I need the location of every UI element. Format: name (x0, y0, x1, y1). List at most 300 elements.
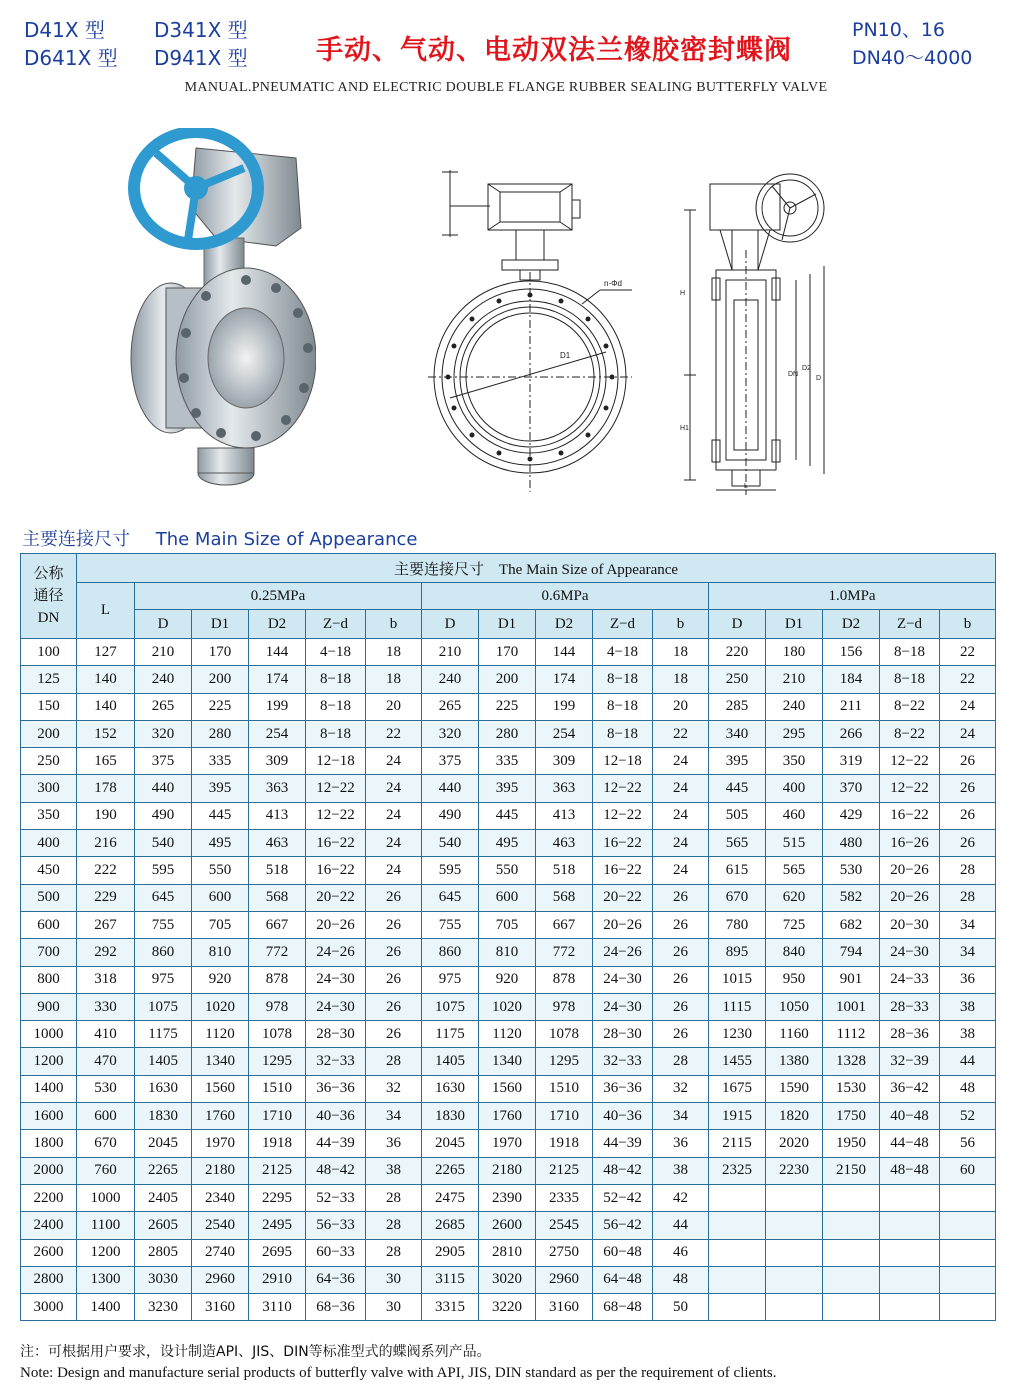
table-row (21, 720, 996, 747)
table-cell: 20−26 (593, 911, 653, 938)
dn-header-line: 公称 (33, 566, 64, 582)
table-cell: 34 (366, 1103, 422, 1130)
table-cell: 26 (940, 802, 996, 829)
table-cell: 16−22 (306, 830, 366, 857)
table-cell: 2150 (823, 1157, 880, 1184)
table-cell: 395 (479, 775, 536, 802)
table-cell: 2180 (479, 1157, 536, 1184)
sub-column-header: b (940, 610, 996, 639)
table-cell: 229 (77, 884, 135, 911)
table-cell: 375 (135, 748, 192, 775)
table-cell: 413 (249, 802, 306, 829)
table-cell: 1230 (709, 1021, 766, 1048)
table-cell: 24−26 (306, 939, 366, 966)
table-cell: 505 (709, 802, 766, 829)
table-cell: 3315 (422, 1294, 479, 1321)
table-row (21, 1184, 996, 1211)
size-table (20, 553, 996, 1321)
table-cell: 36 (366, 1130, 422, 1157)
diameter-range: DN40～4000 (852, 47, 973, 69)
table-cell: 60 (940, 1157, 996, 1184)
table-cell: 772 (249, 939, 306, 966)
table-cell: 1000 (77, 1184, 135, 1211)
dn-cell: 250 (21, 748, 77, 775)
table-cell: 1400 (77, 1294, 135, 1321)
table-cell: 250 (709, 666, 766, 693)
table-cell: 2695 (249, 1239, 306, 1266)
table-row (21, 748, 996, 775)
dn-cell: 700 (21, 939, 77, 966)
table-cell: 2125 (536, 1157, 593, 1184)
table-cell: 2540 (192, 1212, 249, 1239)
table-cell: 56 (940, 1130, 996, 1157)
table-row (21, 666, 996, 693)
table-cell: 44−48 (880, 1130, 940, 1157)
table-cell: 24 (366, 802, 422, 829)
table-cell: 1950 (823, 1130, 880, 1157)
pressure-group-header: 1.0MPa (709, 583, 996, 610)
table-row (21, 939, 996, 966)
table-cell: 12−22 (880, 748, 940, 775)
table-cell: 440 (422, 775, 479, 802)
table-cell: 1560 (192, 1075, 249, 1102)
table-cell: 28 (366, 1184, 422, 1211)
table-cell: 28−30 (306, 1021, 366, 1048)
table-cell: 1078 (536, 1021, 593, 1048)
table-cell: 1560 (479, 1075, 536, 1102)
table-cell: 3230 (135, 1294, 192, 1321)
table-cell: 60−33 (306, 1239, 366, 1266)
table-cell: 568 (536, 884, 593, 911)
table-cell: 335 (479, 748, 536, 775)
page-subtitle: MANUAL.PNEUMATIC AND ELECTRIC DOUBLE FLANGE RUBBER SEALING BUTTERFLY VALVE (184, 80, 828, 95)
table-cell: 2960 (536, 1266, 593, 1293)
table-cell: 20 (366, 693, 422, 720)
sub-column-header: D2 (536, 610, 593, 639)
label-l: L (744, 483, 748, 490)
table-row (21, 1212, 996, 1239)
sub-column-header: D2 (249, 610, 306, 639)
table-cell: 24 (653, 857, 709, 884)
table-cell: 280 (192, 720, 249, 747)
table-cell: 4−18 (593, 639, 653, 666)
dn-cell: 450 (21, 857, 77, 884)
table-cell: 140 (77, 666, 135, 693)
table-cell: 144 (536, 639, 593, 666)
table-row (21, 1103, 996, 1130)
table-cell: 860 (135, 939, 192, 966)
table-cell: 8−22 (880, 720, 940, 747)
table-cell: 28−36 (880, 1021, 940, 1048)
table-cell: 1200 (77, 1239, 135, 1266)
table-cell: 68−48 (593, 1294, 653, 1321)
table-cell: 64−36 (306, 1266, 366, 1293)
dn-cell: 2000 (21, 1157, 77, 1184)
table-cell: 470 (77, 1048, 135, 1075)
table-cell: 24 (653, 748, 709, 775)
table-cell: 2045 (422, 1130, 479, 1157)
dn-cell: 1200 (21, 1048, 77, 1075)
table-cell: 565 (766, 857, 823, 884)
table-cell: 600 (77, 1103, 135, 1130)
table-cell: 48 (653, 1266, 709, 1293)
table-cell: 615 (709, 857, 766, 884)
table-cell: 280 (479, 720, 536, 747)
table-cell: 12−22 (593, 802, 653, 829)
table-cell: 32−33 (593, 1048, 653, 1075)
table-cell: 12−18 (306, 748, 366, 775)
footnote (20, 1342, 776, 1384)
table-cell: 26 (940, 748, 996, 775)
table-cell: 568 (249, 884, 306, 911)
dn-cell: 1400 (21, 1075, 77, 1102)
table-cell: 210 (135, 639, 192, 666)
table-cell: 265 (422, 693, 479, 720)
table-cell: 1760 (479, 1103, 536, 1130)
table-cell (940, 1294, 996, 1321)
table-cell: 8−18 (306, 693, 366, 720)
table-cell: 445 (709, 775, 766, 802)
table-cell: 28 (653, 1048, 709, 1075)
table-cell (940, 1184, 996, 1211)
table-cell: 2740 (192, 1239, 249, 1266)
table-cell: 565 (709, 830, 766, 857)
table-cell: 16−26 (880, 830, 940, 857)
table-cell: 26 (940, 775, 996, 802)
table-cell: 2335 (536, 1184, 593, 1211)
table-cell (823, 1294, 880, 1321)
sub-column-header: D1 (766, 610, 823, 639)
table-cell: 36 (940, 966, 996, 993)
spec-block (852, 16, 972, 72)
table-cell: 595 (422, 857, 479, 884)
table-cell: 2905 (422, 1239, 479, 1266)
table-cell: 2605 (135, 1212, 192, 1239)
table-cell: 395 (192, 775, 249, 802)
dn-header (21, 554, 77, 639)
table-cell: 978 (249, 993, 306, 1020)
table-cell: 309 (536, 748, 593, 775)
table-cell: 670 (709, 884, 766, 911)
table-cell: 518 (536, 857, 593, 884)
table-cell: 1455 (709, 1048, 766, 1075)
dn-cell: 1000 (21, 1021, 77, 1048)
dn-cell: 500 (21, 884, 77, 911)
table-cell: 340 (709, 720, 766, 747)
table-cell: 413 (536, 802, 593, 829)
table-cell: 26 (653, 911, 709, 938)
table-cell: 3030 (135, 1266, 192, 1293)
table-cell: 600 (192, 884, 249, 911)
table-cell: 34 (940, 911, 996, 938)
table-cell: 292 (77, 939, 135, 966)
table-cell: 810 (192, 939, 249, 966)
table-cell: 20−26 (880, 884, 940, 911)
table-cell: 1675 (709, 1075, 766, 1102)
table-cell: 2805 (135, 1239, 192, 1266)
table-cell: 1830 (422, 1103, 479, 1130)
table-row (21, 993, 996, 1020)
table-cell: 26 (366, 884, 422, 911)
table-cell: 38 (940, 1021, 996, 1048)
table-cell: 18 (653, 666, 709, 693)
table-cell: 24−30 (593, 966, 653, 993)
table-cell: 24−30 (306, 993, 366, 1020)
table-cell: 211 (823, 693, 880, 720)
table-cell: 144 (249, 639, 306, 666)
footnote-en: Note: Design and manufacture serial products of butterfly valve with API, JIS, DIN standard as per the requirement of clients. (20, 1365, 777, 1381)
table-caption: 主要连接尺寸 The Main Size of Appearance (77, 554, 996, 583)
table-cell: 320 (135, 720, 192, 747)
table-cell: 645 (422, 884, 479, 911)
table-cell: 8−22 (880, 693, 940, 720)
table-cell: 1175 (422, 1021, 479, 1048)
table-cell: 24 (366, 857, 422, 884)
table-cell: 540 (135, 830, 192, 857)
table-cell: 350 (766, 748, 823, 775)
table-cell: 495 (479, 830, 536, 857)
table-cell: 12−22 (593, 775, 653, 802)
table-cell: 2910 (249, 1266, 306, 1293)
table-cell (766, 1184, 823, 1211)
table-cell: 490 (135, 802, 192, 829)
table-cell: 18 (366, 666, 422, 693)
table-cell (823, 1184, 880, 1211)
table-cell: 860 (422, 939, 479, 966)
table-cell: 3020 (479, 1266, 536, 1293)
table-cell: 254 (249, 720, 306, 747)
sub-column-header: D (709, 610, 766, 639)
table-cell: 200 (479, 666, 536, 693)
table-cell: 24 (653, 802, 709, 829)
table-cell: 895 (709, 939, 766, 966)
table-cell: 375 (422, 748, 479, 775)
table-cell: 26 (366, 1021, 422, 1048)
table-cell: 36−36 (593, 1075, 653, 1102)
table-cell: 463 (249, 830, 306, 857)
table-cell: 1120 (192, 1021, 249, 1048)
table-cell: 26 (366, 939, 422, 966)
table-cell (823, 1266, 880, 1293)
table-cell: 36−42 (880, 1075, 940, 1102)
table-cell: 34 (940, 939, 996, 966)
table-cell: 180 (766, 639, 823, 666)
table-cell: 24−30 (880, 939, 940, 966)
table-cell: 1630 (422, 1075, 479, 1102)
table-cell: 3110 (249, 1294, 306, 1321)
table-cell: 2180 (192, 1157, 249, 1184)
table-header-row (21, 610, 996, 639)
table-cell: 28 (366, 1212, 422, 1239)
table-cell: 772 (536, 939, 593, 966)
table-cell: 24−26 (593, 939, 653, 966)
table-cell: 460 (766, 802, 823, 829)
table-cell: 1295 (249, 1048, 306, 1075)
table-cell: 8−18 (593, 720, 653, 747)
table-cell: 550 (479, 857, 536, 884)
valve-photo (126, 128, 316, 498)
table-row (21, 1266, 996, 1293)
dn-cell: 125 (21, 666, 77, 693)
table-header-row (21, 554, 996, 583)
pressure-group-header: 0.25MPa (135, 583, 422, 610)
table-cell: 1830 (135, 1103, 192, 1130)
dn-cell: 600 (21, 911, 77, 938)
table-cell: 28 (366, 1048, 422, 1075)
page-title: 手动、气动、电动双法兰橡胶密封蝶阀 (316, 35, 792, 66)
sub-column-header: b (653, 610, 709, 639)
table-cell: 22 (653, 720, 709, 747)
table-cell: 44−39 (593, 1130, 653, 1157)
pressure-rating: PN10、16 (852, 19, 946, 41)
sub-column-header: b (366, 610, 422, 639)
table-cell: 755 (422, 911, 479, 938)
table-cell: 174 (249, 666, 306, 693)
table-cell: 42 (653, 1184, 709, 1211)
table-cell: 2685 (422, 1212, 479, 1239)
table-cell: 620 (766, 884, 823, 911)
table-cell: 26 (366, 993, 422, 1020)
table-cell: 975 (422, 966, 479, 993)
table-cell: 52−42 (593, 1184, 653, 1211)
table-body (21, 639, 996, 1321)
table-cell (880, 1266, 940, 1293)
table-cell: 1630 (135, 1075, 192, 1102)
table-cell: 40−36 (306, 1103, 366, 1130)
table-cell: 1918 (536, 1130, 593, 1157)
table-cell: 1001 (823, 993, 880, 1020)
table-cell: 36−36 (306, 1075, 366, 1102)
table-cell: 2390 (479, 1184, 536, 1211)
sub-column-header: D (135, 610, 192, 639)
table-cell: 705 (192, 911, 249, 938)
table-cell: 582 (823, 884, 880, 911)
table-cell: 595 (135, 857, 192, 884)
table-cell: 48−42 (306, 1157, 366, 1184)
dn-cell: 800 (21, 966, 77, 993)
table-cell: 20−22 (306, 884, 366, 911)
table-cell: 1050 (766, 993, 823, 1020)
dn-header-line: 通径 (33, 588, 64, 604)
model-d41x: D41X 型 (24, 18, 105, 42)
table-cell: 254 (536, 720, 593, 747)
table-cell: 174 (536, 666, 593, 693)
table-cell: 2405 (135, 1184, 192, 1211)
table-cell: 810 (479, 939, 536, 966)
table-cell: 600 (479, 884, 536, 911)
table-row (21, 775, 996, 802)
table-cell: 725 (766, 911, 823, 938)
table-cell: 152 (77, 720, 135, 747)
table-cell: 26 (653, 939, 709, 966)
table-cell: 40−48 (880, 1103, 940, 1130)
table-cell: 26 (366, 966, 422, 993)
table-cell: 1590 (766, 1075, 823, 1102)
table-cell: 429 (823, 802, 880, 829)
table-cell: 1530 (823, 1075, 880, 1102)
table-cell: 28 (940, 857, 996, 884)
table-cell: 463 (536, 830, 593, 857)
table-cell: 24 (653, 775, 709, 802)
side-view-drawing (660, 170, 860, 500)
table-cell (709, 1266, 766, 1293)
table-cell: 2340 (192, 1184, 249, 1211)
table-cell: 156 (823, 639, 880, 666)
sub-column-header: Z−d (306, 610, 366, 639)
table-cell: 50 (653, 1294, 709, 1321)
table-cell: 20−26 (880, 857, 940, 884)
table-cell: 38 (940, 993, 996, 1020)
table-cell: 20−22 (593, 884, 653, 911)
table-cell: 518 (249, 857, 306, 884)
dn-cell: 2800 (21, 1266, 77, 1293)
table-cell: 840 (766, 939, 823, 966)
table-cell: 309 (249, 748, 306, 775)
table-row (21, 639, 996, 666)
table-cell: 64−48 (593, 1266, 653, 1293)
table-row (21, 1157, 996, 1184)
model-list (24, 16, 284, 72)
table-cell: 978 (536, 993, 593, 1020)
table-cell: 2125 (249, 1157, 306, 1184)
table-cell: 335 (192, 748, 249, 775)
table-cell: 2045 (135, 1130, 192, 1157)
table-cell (709, 1184, 766, 1211)
table-cell: 3115 (422, 1266, 479, 1293)
table-cell: 1970 (479, 1130, 536, 1157)
table-cell: 2600 (479, 1212, 536, 1239)
table-cell: 28 (366, 1239, 422, 1266)
table-cell: 920 (192, 966, 249, 993)
table-cell: 901 (823, 966, 880, 993)
table-cell: 184 (823, 666, 880, 693)
table-cell: 20−30 (880, 911, 940, 938)
table-cell: 240 (422, 666, 479, 693)
table-cell: 267 (77, 911, 135, 938)
section-title-zh: 主要连接尺寸 (22, 529, 130, 550)
table-cell: 28−33 (880, 993, 940, 1020)
sub-column-header: Z−d (880, 610, 940, 639)
table-cell (823, 1212, 880, 1239)
table-cell: 140 (77, 693, 135, 720)
table-cell: 210 (422, 639, 479, 666)
table-cell: 24 (366, 775, 422, 802)
table-cell: 1075 (422, 993, 479, 1020)
table-row (21, 911, 996, 938)
table-cell: 266 (823, 720, 880, 747)
table-cell: 12−22 (306, 802, 366, 829)
table-cell: 755 (135, 911, 192, 938)
table-cell: 26 (653, 993, 709, 1020)
table-cell: 878 (536, 966, 593, 993)
table-cell: 705 (479, 911, 536, 938)
table-cell: 495 (192, 830, 249, 857)
table-cell: 1112 (823, 1021, 880, 1048)
table-cell: 330 (77, 993, 135, 1020)
table-cell (880, 1294, 940, 1321)
dn-cell: 150 (21, 693, 77, 720)
dn-cell: 350 (21, 802, 77, 829)
table-cell: 1300 (77, 1266, 135, 1293)
table-cell: 2020 (766, 1130, 823, 1157)
section-heading (22, 525, 417, 551)
table-cell: 363 (249, 775, 306, 802)
table-cell (880, 1184, 940, 1211)
table-cell: 8−18 (880, 639, 940, 666)
sub-column-header: D (422, 610, 479, 639)
table-cell: 36 (653, 1130, 709, 1157)
label-d: D (816, 375, 822, 382)
